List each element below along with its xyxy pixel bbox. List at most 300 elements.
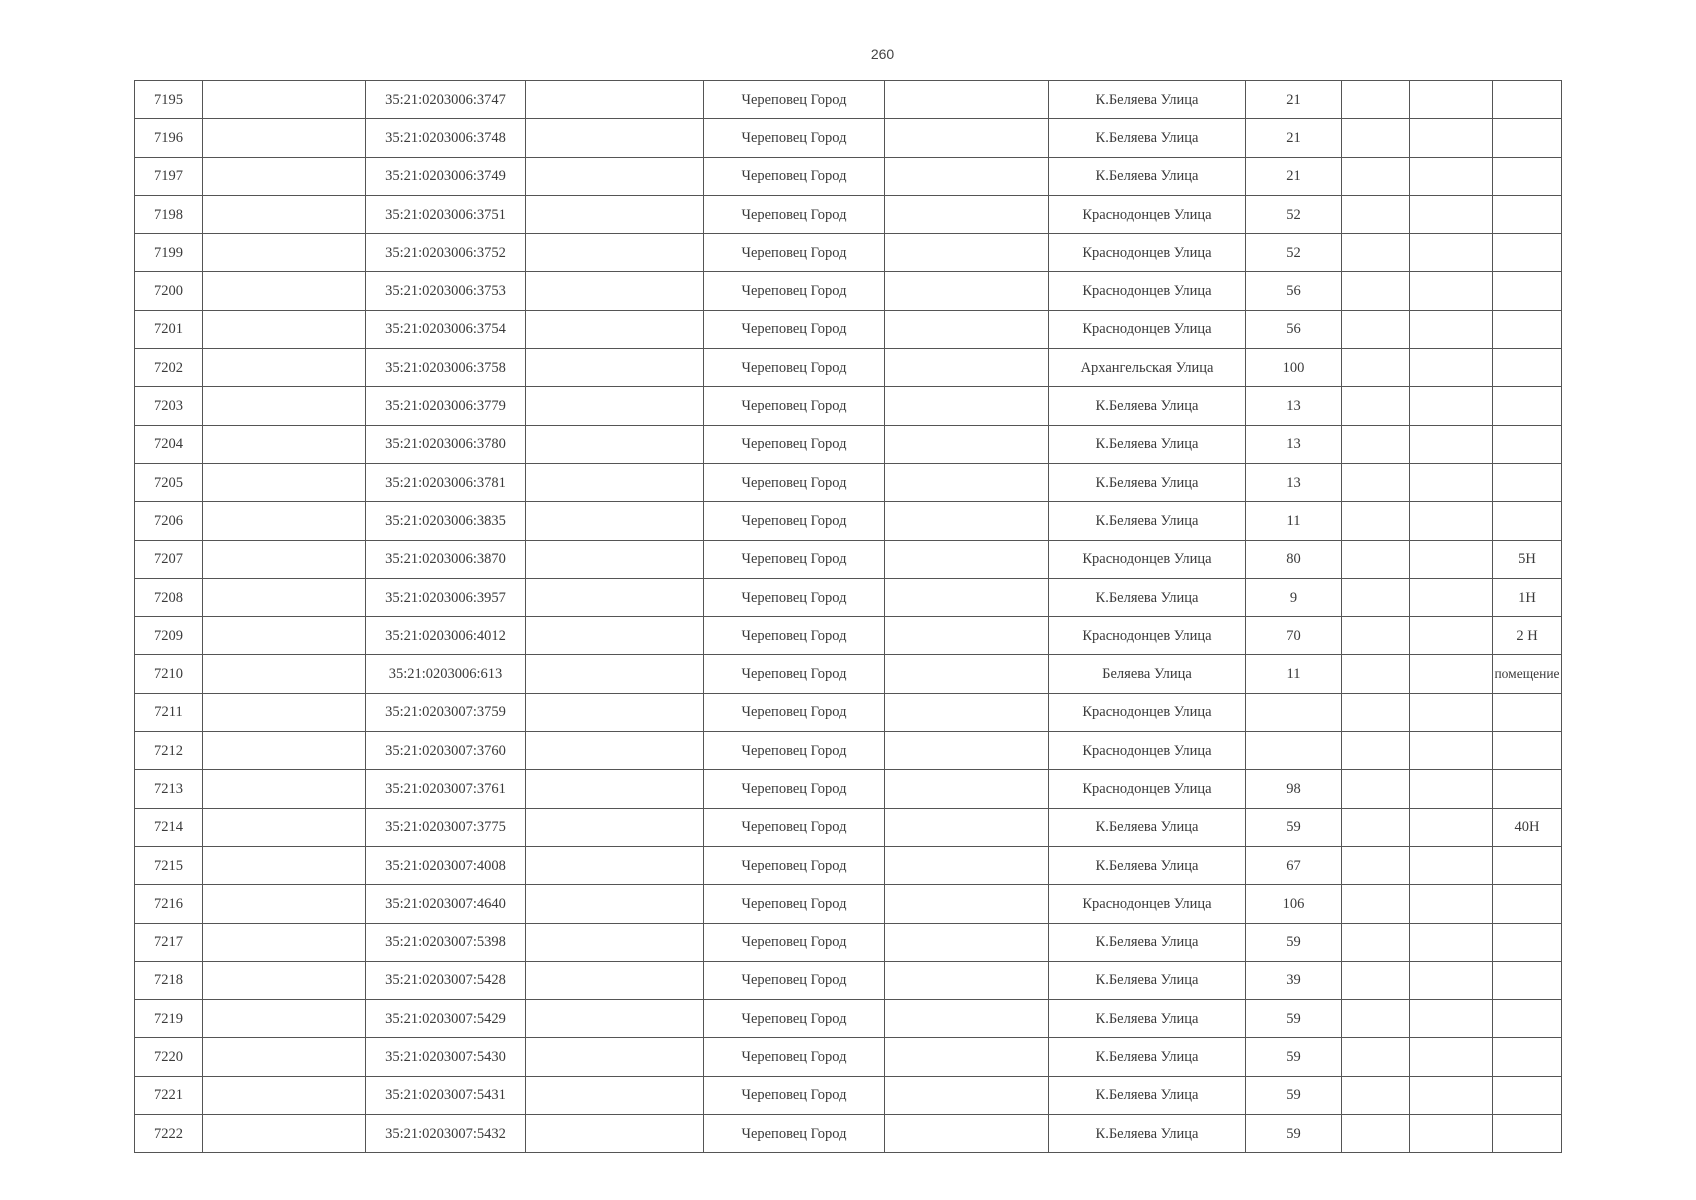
premise-cell: [1493, 387, 1562, 425]
house-number-cell: 11: [1246, 655, 1342, 693]
row-number-cell: 7201: [135, 310, 203, 348]
empty-cell: [203, 693, 366, 731]
empty-cell: [1342, 349, 1410, 387]
city-cell: Череповец Город: [704, 770, 885, 808]
row-number-cell: 7219: [135, 1000, 203, 1038]
empty-cell: [526, 1115, 704, 1153]
table-row: [135, 502, 1562, 540]
row-number-cell: 7207: [135, 540, 203, 578]
empty-cell: [1342, 310, 1410, 348]
row-number-cell: 7215: [135, 846, 203, 884]
empty-cell: [203, 655, 366, 693]
city-cell: Череповец Город: [704, 961, 885, 999]
empty-cell: [1410, 1076, 1493, 1114]
house-number-cell: 70: [1246, 617, 1342, 655]
street-cell: К.Беляева Улица: [1049, 1115, 1246, 1153]
row-number-cell: 7203: [135, 387, 203, 425]
row-number-cell: 7211: [135, 693, 203, 731]
row-number-cell: 7216: [135, 885, 203, 923]
empty-cell: [1410, 923, 1493, 961]
row-number-cell: 7213: [135, 770, 203, 808]
empty-cell: [885, 387, 1049, 425]
cadastral-number-cell: 35:21:0203006:3754: [366, 310, 526, 348]
premise-cell: 40Н: [1493, 808, 1562, 846]
row-number-cell: 7197: [135, 157, 203, 195]
empty-cell: [526, 617, 704, 655]
empty-cell: [1410, 1000, 1493, 1038]
empty-cell: [526, 1000, 704, 1038]
empty-cell: [526, 693, 704, 731]
empty-cell: [885, 617, 1049, 655]
street-cell: Краснодонцев Улица: [1049, 693, 1246, 731]
city-cell: Череповец Город: [704, 502, 885, 540]
cadastral-number-cell: 35:21:0203006:3779: [366, 387, 526, 425]
empty-cell: [885, 770, 1049, 808]
empty-cell: [1410, 272, 1493, 310]
premise-cell: [1493, 1076, 1562, 1114]
empty-cell: [885, 1115, 1049, 1153]
table-row: [135, 578, 1562, 616]
empty-cell: [1342, 540, 1410, 578]
empty-cell: [203, 540, 366, 578]
city-cell: Череповец Город: [704, 425, 885, 463]
empty-cell: [526, 540, 704, 578]
row-number-cell: 7195: [135, 81, 203, 119]
empty-cell: [526, 310, 704, 348]
empty-cell: [1410, 502, 1493, 540]
empty-cell: [1342, 463, 1410, 501]
street-cell: К.Беляева Улица: [1049, 425, 1246, 463]
empty-cell: [203, 617, 366, 655]
house-number-cell: [1246, 732, 1342, 770]
empty-cell: [885, 655, 1049, 693]
table-row: [135, 425, 1562, 463]
empty-cell: [1342, 119, 1410, 157]
empty-cell: [1410, 617, 1493, 655]
premise-cell: 1Н: [1493, 578, 1562, 616]
empty-cell: [526, 234, 704, 272]
house-number-cell: 39: [1246, 961, 1342, 999]
house-number-cell: 59: [1246, 1115, 1342, 1153]
empty-cell: [526, 502, 704, 540]
empty-cell: [885, 808, 1049, 846]
premise-cell: [1493, 157, 1562, 195]
empty-cell: [203, 502, 366, 540]
table-row: [135, 234, 1562, 272]
empty-cell: [1342, 578, 1410, 616]
empty-cell: [885, 846, 1049, 884]
city-cell: Череповец Город: [704, 578, 885, 616]
city-cell: Череповец Город: [704, 310, 885, 348]
city-cell: Череповец Город: [704, 1115, 885, 1153]
row-number-cell: 7196: [135, 119, 203, 157]
empty-cell: [885, 732, 1049, 770]
row-number-cell: 7199: [135, 234, 203, 272]
empty-cell: [526, 157, 704, 195]
empty-cell: [1410, 119, 1493, 157]
house-number-cell: 59: [1246, 923, 1342, 961]
premise-cell: [1493, 961, 1562, 999]
premise-cell: 2 Н: [1493, 617, 1562, 655]
premise-cell: [1493, 885, 1562, 923]
cadastral-number-cell: 35:21:0203007:3759: [366, 693, 526, 731]
empty-cell: [885, 157, 1049, 195]
empty-cell: [885, 463, 1049, 501]
street-cell: К.Беляева Улица: [1049, 1000, 1246, 1038]
cadastral-number-cell: 35:21:0203007:3761: [366, 770, 526, 808]
empty-cell: [885, 119, 1049, 157]
city-cell: Череповец Город: [704, 81, 885, 119]
table-row: [135, 617, 1562, 655]
table-row: [135, 846, 1562, 884]
empty-cell: [203, 425, 366, 463]
empty-cell: [203, 272, 366, 310]
empty-cell: [526, 1038, 704, 1076]
empty-cell: [526, 119, 704, 157]
premise-cell: [1493, 425, 1562, 463]
premise-cell: [1493, 463, 1562, 501]
table-row: [135, 119, 1562, 157]
city-cell: Череповец Город: [704, 617, 885, 655]
empty-cell: [1342, 1000, 1410, 1038]
street-cell: Краснодонцев Улица: [1049, 234, 1246, 272]
cadastral-number-cell: 35:21:0203006:3781: [366, 463, 526, 501]
table-row: [135, 1115, 1562, 1153]
empty-cell: [203, 234, 366, 272]
street-cell: Краснодонцев Улица: [1049, 885, 1246, 923]
cadastral-number-cell: 35:21:0203006:3957: [366, 578, 526, 616]
empty-cell: [1410, 693, 1493, 731]
street-cell: К.Беляева Улица: [1049, 502, 1246, 540]
empty-cell: [885, 310, 1049, 348]
empty-cell: [1410, 81, 1493, 119]
table-row: [135, 81, 1562, 119]
page-number: 260: [870, 46, 895, 62]
empty-cell: [1410, 655, 1493, 693]
street-cell: Краснодонцев Улица: [1049, 617, 1246, 655]
premise-cell: [1493, 502, 1562, 540]
cadastral-number-cell: 35:21:0203006:3870: [366, 540, 526, 578]
empty-cell: [1342, 1115, 1410, 1153]
cadastral-number-cell: 35:21:0203006:3758: [366, 349, 526, 387]
city-cell: Череповец Город: [704, 1076, 885, 1114]
empty-cell: [1342, 846, 1410, 884]
empty-cell: [1410, 540, 1493, 578]
empty-cell: [1410, 961, 1493, 999]
city-cell: Череповец Город: [704, 846, 885, 884]
empty-cell: [203, 732, 366, 770]
empty-cell: [885, 272, 1049, 310]
table-row: [135, 961, 1562, 999]
cadastral-number-cell: 35:21:0203006:3835: [366, 502, 526, 540]
empty-cell: [526, 272, 704, 310]
cadastral-number-cell: 35:21:0203007:3760: [366, 732, 526, 770]
empty-cell: [203, 1038, 366, 1076]
empty-cell: [1410, 195, 1493, 233]
empty-cell: [885, 578, 1049, 616]
cadastral-number-cell: 35:21:0203007:5431: [366, 1076, 526, 1114]
city-cell: Череповец Город: [704, 923, 885, 961]
street-cell: К.Беляева Улица: [1049, 387, 1246, 425]
premise-cell: [1493, 732, 1562, 770]
empty-cell: [885, 349, 1049, 387]
empty-cell: [1410, 770, 1493, 808]
empty-cell: [526, 578, 704, 616]
empty-cell: [203, 1115, 366, 1153]
empty-cell: [1342, 387, 1410, 425]
city-cell: Череповец Город: [704, 463, 885, 501]
empty-cell: [1342, 1076, 1410, 1114]
row-number-cell: 7212: [135, 732, 203, 770]
street-cell: К.Беляева Улица: [1049, 578, 1246, 616]
premise-cell: [1493, 693, 1562, 731]
house-number-cell: 106: [1246, 885, 1342, 923]
empty-cell: [1410, 463, 1493, 501]
empty-cell: [1342, 655, 1410, 693]
city-cell: Череповец Город: [704, 540, 885, 578]
empty-cell: [1410, 1038, 1493, 1076]
empty-cell: [1410, 578, 1493, 616]
cadastral-number-cell: 35:21:0203006:3753: [366, 272, 526, 310]
row-number-cell: 7217: [135, 923, 203, 961]
empty-cell: [1342, 961, 1410, 999]
city-cell: Череповец Город: [704, 1000, 885, 1038]
empty-cell: [1410, 310, 1493, 348]
street-cell: К.Беляева Улица: [1049, 923, 1246, 961]
house-number-cell: 13: [1246, 387, 1342, 425]
empty-cell: [885, 885, 1049, 923]
house-number-cell: 67: [1246, 846, 1342, 884]
empty-cell: [526, 808, 704, 846]
empty-cell: [203, 349, 366, 387]
empty-cell: [526, 846, 704, 884]
street-cell: Краснодонцев Улица: [1049, 195, 1246, 233]
cadastral-number-cell: 35:21:0203007:5429: [366, 1000, 526, 1038]
city-cell: Череповец Город: [704, 234, 885, 272]
row-number-cell: 7218: [135, 961, 203, 999]
empty-cell: [1410, 234, 1493, 272]
street-cell: К.Беляева Улица: [1049, 1076, 1246, 1114]
city-cell: Череповец Город: [704, 655, 885, 693]
table-row: [135, 540, 1562, 578]
cadastral-number-cell: 35:21:0203007:5430: [366, 1038, 526, 1076]
street-cell: К.Беляева Улица: [1049, 81, 1246, 119]
house-number-cell: 52: [1246, 234, 1342, 272]
house-number-cell: 13: [1246, 425, 1342, 463]
row-number-cell: 7210: [135, 655, 203, 693]
house-number-cell: 21: [1246, 157, 1342, 195]
cadastral-number-cell: 35:21:0203007:5398: [366, 923, 526, 961]
empty-cell: [526, 387, 704, 425]
row-number-cell: 7205: [135, 463, 203, 501]
cadastral-number-cell: 35:21:0203006:3748: [366, 119, 526, 157]
premise-cell: [1493, 272, 1562, 310]
empty-cell: [1342, 693, 1410, 731]
table-body: [135, 81, 1562, 1153]
premise-cell: помещение: [1493, 655, 1562, 693]
empty-cell: [203, 119, 366, 157]
premise-cell: [1493, 81, 1562, 119]
house-number-cell: 59: [1246, 808, 1342, 846]
empty-cell: [526, 770, 704, 808]
house-number-cell: 59: [1246, 1076, 1342, 1114]
empty-cell: [1410, 387, 1493, 425]
empty-cell: [1342, 885, 1410, 923]
house-number-cell: 100: [1246, 349, 1342, 387]
empty-cell: [203, 81, 366, 119]
empty-cell: [203, 961, 366, 999]
empty-cell: [1410, 1115, 1493, 1153]
empty-cell: [1342, 272, 1410, 310]
empty-cell: [885, 540, 1049, 578]
street-cell: К.Беляева Улица: [1049, 808, 1246, 846]
city-cell: Череповец Город: [704, 693, 885, 731]
premise-cell: [1493, 195, 1562, 233]
row-number-cell: 7221: [135, 1076, 203, 1114]
premise-cell: [1493, 310, 1562, 348]
empty-cell: [885, 195, 1049, 233]
empty-cell: [203, 387, 366, 425]
house-number-cell: 98: [1246, 770, 1342, 808]
empty-cell: [1410, 425, 1493, 463]
premise-cell: [1493, 119, 1562, 157]
row-number-cell: 7202: [135, 349, 203, 387]
empty-cell: [1342, 732, 1410, 770]
empty-cell: [526, 425, 704, 463]
house-number-cell: 52: [1246, 195, 1342, 233]
street-cell: К.Беляева Улица: [1049, 1038, 1246, 1076]
premise-cell: [1493, 846, 1562, 884]
empty-cell: [526, 655, 704, 693]
street-cell: К.Беляева Улица: [1049, 157, 1246, 195]
street-cell: К.Беляева Улица: [1049, 463, 1246, 501]
empty-cell: [1342, 502, 1410, 540]
empty-cell: [885, 502, 1049, 540]
row-number-cell: 7220: [135, 1038, 203, 1076]
cadastral-number-cell: 35:21:0203006:3752: [366, 234, 526, 272]
empty-cell: [203, 157, 366, 195]
street-cell: Архангельская Улица: [1049, 349, 1246, 387]
premise-cell: [1493, 1038, 1562, 1076]
empty-cell: [1342, 157, 1410, 195]
street-cell: Беляева Улица: [1049, 655, 1246, 693]
empty-cell: [526, 961, 704, 999]
empty-cell: [1342, 234, 1410, 272]
empty-cell: [1410, 846, 1493, 884]
table-row: [135, 463, 1562, 501]
house-number-cell: 21: [1246, 119, 1342, 157]
registry-table: [134, 80, 1562, 1153]
empty-cell: [1342, 808, 1410, 846]
house-number-cell: 56: [1246, 272, 1342, 310]
city-cell: Череповец Город: [704, 157, 885, 195]
house-number-cell: 56: [1246, 310, 1342, 348]
cadastral-number-cell: 35:21:0203007:4640: [366, 885, 526, 923]
table-row: [135, 1038, 1562, 1076]
city-cell: Череповец Город: [704, 1038, 885, 1076]
city-cell: Череповец Город: [704, 349, 885, 387]
empty-cell: [526, 195, 704, 233]
cadastral-number-cell: 35:21:0203006:3747: [366, 81, 526, 119]
table-row: [135, 808, 1562, 846]
empty-cell: [885, 923, 1049, 961]
table-row: [135, 655, 1562, 693]
empty-cell: [885, 234, 1049, 272]
empty-cell: [203, 463, 366, 501]
row-number-cell: 7204: [135, 425, 203, 463]
house-number-cell: [1246, 693, 1342, 731]
empty-cell: [526, 923, 704, 961]
house-number-cell: 21: [1246, 81, 1342, 119]
empty-cell: [526, 732, 704, 770]
table-row: [135, 770, 1562, 808]
city-cell: Череповец Город: [704, 732, 885, 770]
premise-cell: [1493, 349, 1562, 387]
cadastral-number-cell: 35:21:0203007:4008: [366, 846, 526, 884]
empty-cell: [1342, 425, 1410, 463]
table-row: [135, 693, 1562, 731]
empty-cell: [885, 1000, 1049, 1038]
table-row: [135, 923, 1562, 961]
city-cell: Череповец Город: [704, 195, 885, 233]
empty-cell: [203, 578, 366, 616]
row-number-cell: 7198: [135, 195, 203, 233]
table-row: [135, 349, 1562, 387]
empty-cell: [1342, 1038, 1410, 1076]
empty-cell: [526, 885, 704, 923]
empty-cell: [885, 1076, 1049, 1114]
row-number-cell: 7209: [135, 617, 203, 655]
row-number-cell: 7208: [135, 578, 203, 616]
street-cell: К.Беляева Улица: [1049, 961, 1246, 999]
empty-cell: [1342, 770, 1410, 808]
table-row: [135, 732, 1562, 770]
empty-cell: [526, 1076, 704, 1114]
row-number-cell: 7206: [135, 502, 203, 540]
cadastral-number-cell: 35:21:0203006:3751: [366, 195, 526, 233]
row-number-cell: 7222: [135, 1115, 203, 1153]
city-cell: Череповец Город: [704, 272, 885, 310]
table-row: [135, 387, 1562, 425]
empty-cell: [1410, 808, 1493, 846]
house-number-cell: 9: [1246, 578, 1342, 616]
empty-cell: [885, 425, 1049, 463]
premise-cell: [1493, 923, 1562, 961]
cadastral-number-cell: 35:21:0203006:3780: [366, 425, 526, 463]
street-cell: Краснодонцев Улица: [1049, 310, 1246, 348]
house-number-cell: 80: [1246, 540, 1342, 578]
house-number-cell: 59: [1246, 1038, 1342, 1076]
table-row: [135, 1000, 1562, 1038]
empty-cell: [885, 961, 1049, 999]
cadastral-number-cell: 35:21:0203006:4012: [366, 617, 526, 655]
empty-cell: [1342, 195, 1410, 233]
street-cell: К.Беляева Улица: [1049, 119, 1246, 157]
table-row: [135, 1076, 1562, 1114]
row-number-cell: 7200: [135, 272, 203, 310]
street-cell: Краснодонцев Улица: [1049, 770, 1246, 808]
empty-cell: [1410, 157, 1493, 195]
premise-cell: [1493, 1000, 1562, 1038]
empty-cell: [526, 463, 704, 501]
empty-cell: [203, 808, 366, 846]
premise-cell: 5Н: [1493, 540, 1562, 578]
empty-cell: [203, 310, 366, 348]
empty-cell: [1410, 349, 1493, 387]
city-cell: Череповец Город: [704, 119, 885, 157]
house-number-cell: 13: [1246, 463, 1342, 501]
street-cell: Краснодонцев Улица: [1049, 732, 1246, 770]
